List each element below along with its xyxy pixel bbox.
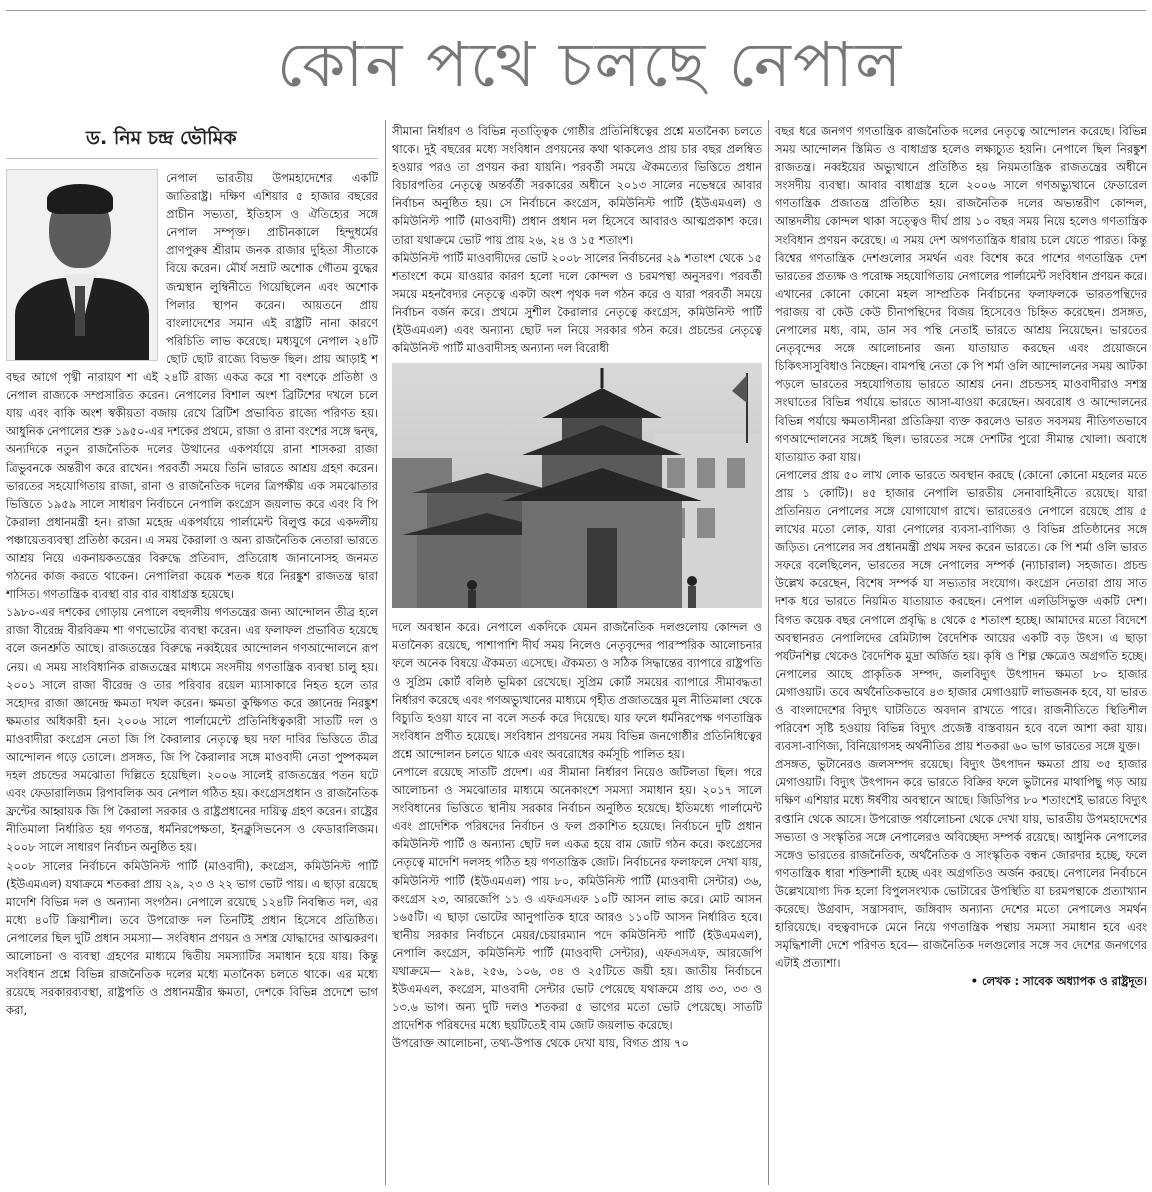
author-note: • লেখক : সাবেক অধ্যাপক ও রাষ্ট্রদূত। — [970, 974, 1147, 989]
paragraph: নেপালের প্রায় ৫০ লাখ লোক ভারতে অবস্থান করছে (কোনো কোনো মহলের মতে প্রায় ১ কোটি)। ৪৫ হাজার নেপালি ভারতীয় সেনাবাহিনীতে রয়েছে। যারা প্রতিনিয়ত নেপালের সঙ্গে যোগাযোগ রাখে। ভারতেরও নেপালে রয়েছে প্রায় ৫ লাখের মতো লোক, যারা নেপালের ব্যবসা-বাণিজ্য ও বিভিন্ন প্রতিষ্ঠানের সঙ্গে জড়িত। নেপালের সব প্রধানমন্ত্রী প্রথম সফর করেন ভারতে। কে পি শর্মা ওলি ভারত সফরে বলেছিলেন, ভারতের সঙ্গে নেপালের সম্পর্ক (ন্যাচারাল) সহজাত। প্রচন্ড উল্লেখ করেছেন, বিশেষ সম্পর্ক যা সভ্যতার সংযোগ। কংগ্রেস নেতারা প্রায় সাত দশক ধরে ভারতে নিয়মিত যাতায়াত করছেন। নেপাল এলডিসিভুক্ত একটি দেশ। বিগত কয়েক বছর নেপালে প্রবৃদ্ধি ৪ থেকে ৫ শতাংশ হচ্ছে। আমাদের মতো বিদেশে অবস্থানরত নেপালিদের রেমিট্যান্স বৈদেশিক আয়ের একটি বড় উৎস। এ ছাড়া পর্যটনশিল্প থেকেও বৈদেশিক মুদ্রা অর্জিত হয়। কৃষি ও শিল্প ক্ষেত্রেও অগ্রগতি হচ্ছে। নেপালের আছে প্রাকৃতিক সম্পদ, জলবিদ্যুৎ উৎপাদন ক্ষমতা ৮০ হাজার মেগাওয়াট। তবে অর্থনৈতিকভাবে ৪৩ হাজার মেগাওয়াট লাভজনক হবে, যা ভারত ও বাংলাদেশের বিদ্যুৎ ঘাটতিতে অবদান রাখতে পারে। রাজনীতিতে স্থিতিশীল পরিবেশ সৃষ্টি হওয়ায় বিভিন্ন বিদ্যুৎ প্রজেক্ট বাস্তবায়ন হবে বলে আশা করা যায়। ব্যবসা-বাণিজ্য, বিনিয়োগসহ অর্থনীতির প্রায় শতকরা ৬০ ভাগ ভারতের সঙ্গে যুক্ত। — [775, 467, 1147, 754]
paragraph: বছর ধরে জনগণ গণতান্ত্রিক রাজনৈতিক দলের নেতৃত্বে আন্দোলন করেছে। বিভিন্ন সময় আন্দোলন স্তিমিত ও বাধাগ্রস্ত হলেও লক্ষ্যচ্যুত হয়নি। নেপালে ছিল নিরঙ্কুশ রাজতন্ত্র। নব্বইয়ের অভ্যুত্থানে প্রতিষ্ঠিত হয় নিয়মতান্ত্রিক রাজতন্ত্রের অধীনে সংসদীয় ব্যবস্থা। আবার বাধাগ্রস্ত হলে ২০০৬ সালে গণঅভ্যুত্থানে ফেডারেল গণতান্ত্রিক প্রজাতন্ত্র প্রতিষ্ঠিত হয়। রাজনৈতিক দলের অভ্যন্তরীণ কোন্দল, আন্তদলীয় কোন্দল থাকা সত্ত্বেও দীর্ঘ প্রায় ১০ বছর সময় নিয়ে হলেও গণতান্ত্রিক সংবিধান প্রণয়ন করেছে। এ সময় দেশ অগণতান্ত্রিক ধারায় চলে যেতে পারত। কিন্তু বিশ্বের গণতান্ত্রিক দেশগুলোর সমর্থন এবং বিশেষ করে পাশের গণতান্ত্রিক দেশ ভারতের প্রত্যক্ষ ও পরোক্ষ সহযোগিতায় নেপালের পার্লামেন্ট সংবিধান প্রণয়ন করে। এখানের কোনো কোনো মহল সাম্প্রতিক নির্বাচনের ফলাফলকে ভারতপন্থিদের পরাজয় বা কেউ কেউ চীনাপন্থিদের বিজয় হিসেবেও চিহ্নিত করেছেন। প্রসঙ্গত, নেপালের মধ্য, বাম, ডান সব পন্থি নেতাই ভারতে আশ্রয় নিয়েছেন। ভারতের নেতৃবৃন্দের সঙ্গে আলোচনার জন্য যাতায়াত করছেন এবং প্রয়োজনে চিকিৎসাসুবিধাও নিচ্ছেন। বামপন্থি নেতা কে পি শর্মা ওলি আন্দোলনের সময় আটকা পড়লে ভারতের সহযোগিতায় ভারতে আশ্রয় নেন। প্রচন্ডসহ মাওবাদীরাও সশস্ত্র সংঘাতের বিভিন্ন পর্যায়ে ভারতে আসা-যাওয়া করেছেন। অবরোধ ও আন্দোলনের বিভিন্ন পর্যায়ে ক্ষমতাসীনরা প্রতিক্রিয়া ব্যক্ত করলেও ভারত সবসময় নীতিগতভাবে গণআন্দোলনের সঙ্গেই ছিল। ভারতের সঙ্গে দেশটির পুরো সীমান্ত খোলা। অবাধে যাতায়াত করা যায়। — [775, 124, 1147, 464]
headline: কোন পথে চলছে নেপাল — [276, 28, 904, 101]
paragraph: সীমানা নির্ধারণ ও বিভিন্ন নৃতাত্ত্বিক গোষ্ঠীর প্রতিনিধিত্বের প্রশ্নে মতানৈক্য চলতে থাকে। দুই বছরের মধ্যে সংবিধান প্রণয়নের কথা থাকলেও প্রায় চার বছর প্রলম্বিত হওয়ার পরও তা প্রণয়ন করা যায়নি। পরবর্তী সময়ে ঐকমত্যের ভিত্তিতে প্রধান বিচারপতির নেতৃত্বে অন্তর্বর্তী সরকারের অধীনে ২০১৩ সালের নভেম্বরে আবার নির্বাচন অনুষ্ঠিত হয়। সে নির্বাচনে কংগ্রেস, কমিউনিস্ট পার্টি (ইউএমএল) ও কমিউনিস্ট পার্টি (মাওবাদী) প্রধান প্রধান দল হিসেবে আবারও আত্মপ্রকাশ করে। তারা যথাক্রমে ভোট পায় প্রায় ২৬, ২৪ ও ১৫ শতাংশ। — [392, 124, 762, 247]
column-2 — [392, 122, 762, 1192]
paragraph: নেপাল ভারতীয় উপমহাদেশের একটি জাতিরাষ্ট্র। দক্ষিণ এশিয়ার ৫ হাজার বছরের প্রাচীন সভ্যতা, ইতিহাস ও ঐতিহ্যের সঙ্গে নেপাল সম্পৃক্ত। প্রাচীনকালে হিন্দুধর্মের প্রাণপুরুষ শ্রীরাম জনক রাজার দুহিতা সীতাকে বিয়ে করেন। মৌর্য সম্রাট অশোক গৌতম বুদ্ধের জন্মস্থান লুম্বিনীতে গিয়েছিলেন এবং অশোক পিলার স্থাপন করেন। আয়তনে প্রায় বাংলাদেশের সমান এই রাষ্ট্রটি নানা কারণে পরিচিতি লাভ করেছে। মধ্যযুগে নেপাল ২৪টি ছোট ছোট রাজ্যে বিভক্ত ছিল। প্রায় আড়াই শ বছর আগে পৃথ্বী নারায়ণ শা এই ২৪টি রাজ্য একত্র করে শা বংশকে প্রতিষ্ঠা ও নেপাল রাজ্যকে সম্প্রসারিত করেন। নেপালের বিশাল অংশ ব্রিটিশের দখলে চলে যায় এবং বাকি অংশ স্বকীয়তা বজায় রেখে ব্রিটিশ প্রভাবিত রাজ্যে পরিণত হয়। আধুনিক নেপালের শুরু ১৯৫০-এর দশকের প্রথমে, রাজা ও রানা বংশের সঙ্গে দ্বন্দ্ব, অন্যদিকে নতুন রাজনৈতিক দলের উত্থানের একপর্যায়ে রানা শাসকরা রাজা ত্রিভুবনকে অন্তরীণ করে রাখেন। পরবর্তী সময়ে তিনি ভারতে আশ্রয় গ্রহণ করেন। ভারতের সহযোগিতায় রাজা, রানা ও রাজনৈতিক দলের ত্রিপক্ষীয় এক সমঝোতার ভিত্তিতে ১৯৫৯ সালে সাধারণ নির্বাচনে নেপালি কংগ্রেস জয়লাভ করে এবং বি পি কৈরালা প্রধানমন্ত্রী হন। রাজা মহেন্দ্র একপর্যায়ে পার্লামেন্ট বিলুপ্ত করে একদলীয় পঞ্চায়েতব্যবস্থা প্রতিষ্ঠা করেন। এ সময় কৈরালা ও অন্য রাজনৈতিক নেতারা ভারতে আশ্রয় নিয়ে একনায়কতন্ত্রের বিরুদ্ধে প্রতিবাদ, প্রতিরোধ জানানোসহ জনমত গঠনের কাজ করতে থাকেন। নেপালিরা কয়েক শতক ধরে নিরঙ্কুশ রাজতন্ত্র দ্বারা শাসিত। গণতান্ত্রিক ব্যবস্থা বার বার বাধাগ্রস্ত হয়েছে। — [6, 171, 378, 602]
paragraph: দলে অবস্থান করে। নেপালে একদিকে যেমন রাজনৈতিক দলগুলোয় কোন্দল ও মতানৈক্য রয়েছে, পাশাপাশি দীর্ঘ সময় নিলেও নেতৃবৃন্দের পারস্পরিক আলোচনার ফলে অনেক বিষয়ে ঐকমত্য এসেছে। ঐকমত্য ও সঠিক সিদ্ধান্তের ব্যাপারে রাষ্ট্রপতি ও সুপ্রিম কোর্ট বলিষ্ঠ ভূমিকা রেখেছে। সুপ্রিম কোর্ট সময়ের ব্যাপারে সীমাবদ্ধতা নির্ধারণ করেছে এবং গণঅভ্যুত্থানের মাধ্যমে গৃহীত প্রজাতন্ত্রের মূল নীতিমালা থেকে বিচ্যুতি হওয়া যাবে না বলে সতর্ক করে দিয়েছে। যার ফলে ধর্মনিরপেক্ষ গণতান্ত্রিক সংবিধান প্রণীত হয়েছে। সংবিধান প্রণয়নের সময় বিভিন্ন জনগোষ্ঠীর প্রতিনিধিত্বের প্রশ্নে আন্দোলন চলতে থাকে এবং অবরোধের কর্মসূচি পালিত হয়। — [392, 620, 762, 761]
paragraph: নেপালে রয়েছে সাতটি প্রদেশ। এর সীমানা নির্ধারণ নিয়েও জটিলতা ছিল। পরে আলোচনা ও সমঝোতার মাধ্যমে অনেকাংশে সমস্যা সমাধান হয়। ২০১৭ সালে সংবিধানের ভিত্তিতে স্থানীয় সরকার নির্বাচন অনুষ্ঠিত হয়েছে। ইতিমধ্যে পার্লামেন্ট এবং প্রাদেশিক পরিষদের নির্বাচন ও ফল প্রকাশিত হয়েছে। নির্বাচনে দুটি প্রধান কমিউনিস্ট পার্টি ও অন্যান্য ছোট দল একত্র হয়ে বাম জোট গঠন করে। কংগ্রেসের নেতৃত্বে মাদেশি দলসহ গঠিত হয় গণতান্ত্রিক জোট। নির্বাচনের ফলাফলে দেখা যায়, কমিউনিস্ট পার্টি (ইউএমএল) পায় ৮০, কমিউনিস্ট পার্টি (মাওবাদী সেন্টার) ৩৬, কংগ্রেস ২৩, আরজেপি ১১ ও এফএসএফ ১০টি আসন লাভ করে। মোট আসন ১৬৫টি। এ ছাড়া ভোটের আনুপাতিক হারে আরও ১১০টি আসন নির্ধারিত হবে। স্থানীয় সরকার নির্বাচনে মেয়র/চেয়ারম্যান পদে কমিউনিস্ট পার্টি (ইউএমএল), নেপালি কংগ্রেস, কমিউনিস্ট পার্টি (মাওবাদী সেন্টার), এফএসএফ, আরজেপি যথাক্রমে— ২৯৪, ২৫৬, ১০৬, ৩৪ ও ২৫টিতে জয়ী হয়। জাতীয় নির্বাচনে ইউএমএল, কংগ্রেস, মাওবাদী সেন্টার ভোট পেয়েছে যথাক্রমে প্রায় ৩৩, ৩৩ ও ১৩.৬ ভাগ। অন্য দুটি দলও শতকরা ৫ ভাগের মতো ভোট পেয়েছে। সাতটি প্রাদেশিক পরিষদের মধ্যে ছয়টিতেই বাম জোট জয়লাভ করেছে। — [392, 764, 762, 1033]
top-rule — [6, 0, 1146, 11]
author-portrait — [6, 169, 158, 361]
column-divider — [768, 120, 769, 1185]
column-3 — [775, 122, 1147, 1192]
paragraph: কমিউনিস্ট পার্টি মাওবাদীদের ভোট ২০০৮ সালের নির্বাচনের ২৯ শতাংশ থেকে ১৫ শতাংশে কমে যাওয়ার কারণ হলো দলে কোন্দল ও চরমপন্থা অনুসরণ। পরবর্তী সময়ে মহনবৈদ্যর নেতৃত্বে একটা অংশ পৃথক দল গঠন করে ও যারা পরবর্তী সময়ে নির্বাচন বর্জন করে। প্রথমে সুশীল কৈরালার নেতৃত্বে কংগ্রেস, কমিউনিস্ট পার্টি (ইউএমএল) এবং অন্যান্য ছোট দল নিয়ে সরকার গঠন করে। প্রচন্ডের নেতৃত্বে কমিউনিস্ট পার্টি মাওবাদীসহ অন্যান্য দল বিরোধী — [392, 250, 762, 356]
column-1 — [6, 118, 378, 1183]
paragraph: প্রসঙ্গত, ভুটানেরও জলসম্পদ রয়েছে। বিদ্যুৎ উৎপাদন ক্ষমতা প্রায় ৩৫ হাজার মেগাওয়াট। বিদ্যুৎ উৎপাদন করে ভারতে বিক্রির ফলে ভুটানের মাথাপিছু গড় আয় দক্ষিণ এশিয়ার মধ্যে ঈর্ষণীয় অবস্থানে আছে। জিডিপির ৮০ শতাংশেই ভারতে বিদ্যুৎ রপ্তানি থেকে আসে। উপরোক্ত পর্যালোচনা থেকে দেখা যায়, ভারতীয় উপমহাদেশের সভ্যতা ও সংস্কৃতির সঙ্গে নেপালেরও অবিচ্ছেদ্য সম্পর্ক রয়েছে। আধুনিক নেপালের সঙ্গেও ভারতের রাজনৈতিক, অর্থনৈতিক ও সাংস্কৃতিক বন্ধন জোরদার হচ্ছে, ফলে গণতান্ত্রিক ধারা শক্তিশালী হচ্ছে এবং অগ্রগতিও অর্জন করছে। নেপালের নির্বাচনে উল্লেখযোগ্য দিক হলো বিপুলসংখ্যক ভোটারের উপস্থিতি যা চরমপন্থাকে প্রত্যাখ্যান করেছে। উগ্রবাদ, সন্ত্রাসবাদ, জঙ্গিবাদ অন্যান্য দেশের মতো নেপালেও সমর্থন হারিয়েছে। বহুত্ববাদকে মেনে নিয়ে গণতান্ত্রিক পন্থায় সমস্যা সমাধান হবে এবং সমৃদ্ধিশালী দেশে পরিণত হবে— রাজনৈতিক দলগুলোর সঙ্গে সব দেশের জনগণের এটাই প্রত্যাশা। — [775, 757, 1147, 971]
paragraph: ১৯৮০-এর দশকের গোড়ায় নেপালে বহুদলীয় গণতন্ত্রের জন্য আন্দোলন তীব্র হলে রাজা বীরেন্দ্র বীরবিক্রম শা গণভোটের ব্যবস্থা করেন। এর ফলাফল প্রভাবিত হয়েছে বলে জনশ্রুতি আছে। রাজতন্ত্রের বিরুদ্ধে নব্বইয়ের আন্দোলন গণআন্দোলনে রূপ নেয়। এ সময় সাংবিধানিক রাজতন্ত্রের মাধ্যমে সংসদীয় গণতান্ত্রিক ব্যবস্থা চালু হয়। ২০০১ সালে রাজা বীরেন্দ্র ও তার পরিবার রয়েল ম্যাসাকারে নিহত হলে তার সহোদর রাজা জ্ঞানেন্দ্র ক্ষমতা দখল করেন। ক্ষমতা কুক্ষিগত করে জ্ঞানেন্দ্র নিরঙ্কুশ ক্ষমতার অধিকারী হন। ২০০৬ সালে পার্লামেন্টে প্রতিনিধিত্বকারী সাতটি দল ও মাওবাদীরা কংগ্রেস নেতা জি পি কৈরালার নেতৃত্বে ছয় দফা দাবির ভিত্তিতে তীব্র আন্দোলন গড়ে তোলে। প্রসঙ্গত, জি পি কৈরালার সঙ্গে মাওবাদী নেতা পুষ্পকমল দহল প্রচন্ডের সমঝোতা দিল্লিতে হয়েছিল। ২০০৬ সালেই রাজতন্ত্রের পতন ঘটে এবং ফেডারালিজম রিপাবলিক অব নেপাল গঠিত হয়। কংগ্রেসপ্রধান ও রাজনৈতিক ফ্রন্টের আহ্বায়ক জি পি কৈরালা সরকার ও রাষ্ট্রপ্রধানের দায়িত্ব গ্রহণ করেন। রাষ্ট্রের নীতিমালা নির্ধারিত হয় গণতন্ত্র, ধর্মনিরপেক্ষতা, ইনক্লুসিভনেস ও ফেডারালিজম। ২০০৮ সালে সাধারণ নির্বাচন অনুষ্ঠিত হয়। — [6, 605, 378, 855]
temple-image — [392, 363, 762, 608]
byline: ড. নিম চন্দ্র ভৌমিক — [6, 118, 378, 159]
paragraph: উপরোক্ত আলোচনা, তথ্য-উপাত্ত থেকে দেখা যায়, বিগত প্রায় ৭০ — [392, 1036, 689, 1051]
temple-photograph — [392, 363, 762, 608]
column-divider — [385, 120, 386, 1185]
paragraph: ২০০৮ সালের নির্বাচনে কমিউনিস্ট পার্টি (মাওবাদী), কংগ্রেস, কমিউনিস্ট পার্টি (ইউএমএল) যথাক্রমে শতকরা প্রায় ২৯, ২৩ ও ২২ ভাগ ভোট পায়। এ ছাড়া রয়েছে মাদেশি বিভিন্ন দল ও অন্যান্য সংগঠন। নেপালে রয়েছে ১২৪টি নিবন্ধিত দল, এর মধ্যে ৪০টি ক্রিয়াশীল। তবে উপরোক্ত দল তিনটিই প্রধান হিসেবে প্রতিষ্ঠিত। নেপালের ছিল দুটি প্রধান সমস্যা— সংবিধান প্রণয়ন ও সশস্ত্র যোদ্ধাদের আত্মকরণ। আলোচনা ও ব্যবস্থা গ্রহণের মাধ্যমে দ্বিতীয় সমস্যাটির সমাধান হয়ে যায়। কিন্তু সংবিধান প্রশ্নে বিভিন্ন রাজনৈতিক দলের মধ্যে মতানৈক্য চলতে থাকে। এর মধ্যে রয়েছে সরকারব্যবস্থা, রাষ্ট্রপতি ও প্রধানমন্ত্রীর ক্ষমতা, দেশকে বিভিন্ন প্রদেশে ভাগ করা, — [6, 858, 378, 1018]
